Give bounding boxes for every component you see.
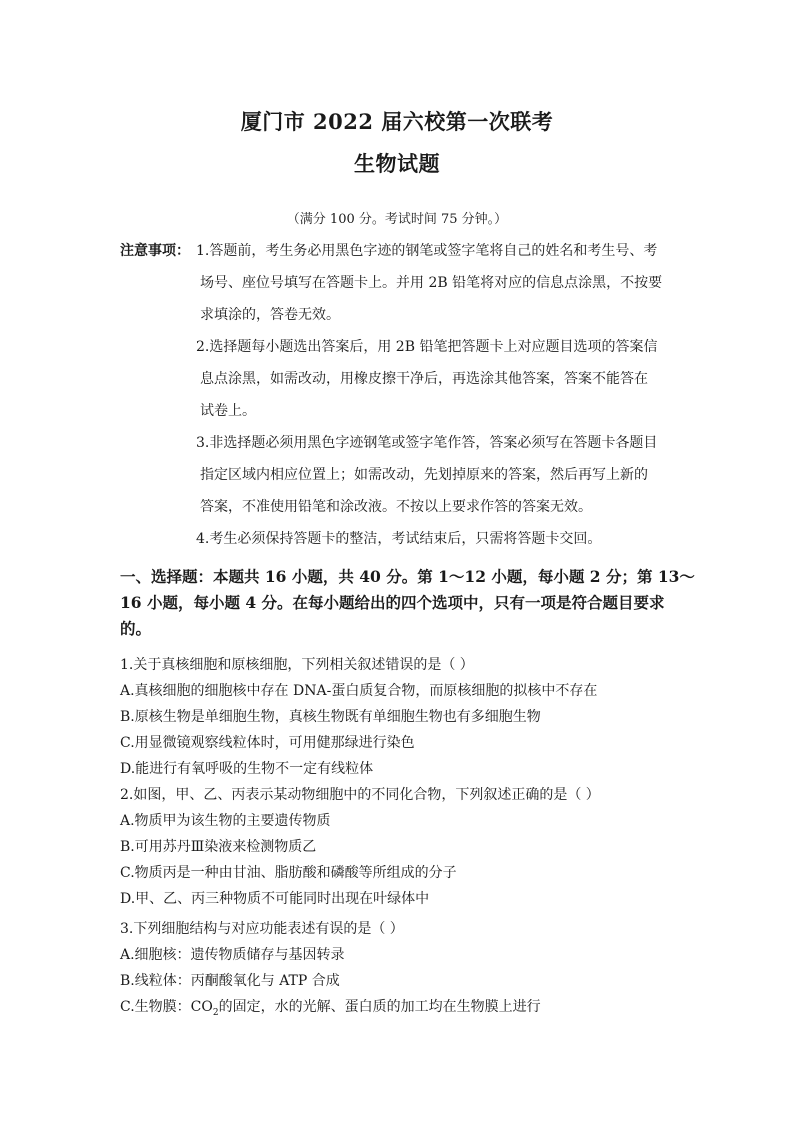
question-3-option-a: A.细胞核：遗传物质储存与基因转录	[120, 947, 345, 963]
question-1-option-b: B.原核生物是单细胞生物，真核生物既有单细胞生物也有多细胞生物	[120, 709, 541, 725]
exam-title: 厦门市 2022 届六校第一次联考	[240, 109, 554, 134]
co2-subscript: 2	[212, 1007, 219, 1018]
note-line: 指定区域内相应位置上；如需改动，先划掉原来的答案，然后再写上新的	[200, 467, 648, 483]
question-1-stem: 1.关于真核细胞和原核细胞，下列相关叙述错误的是（ ）	[120, 657, 474, 673]
question-2-option-b: B.可用苏丹Ⅲ染液来检测物质乙	[120, 839, 317, 855]
question-2-option-c: C.物质丙是一种由甘油、脂肪酸和磷酸等所组成的分子	[120, 865, 457, 881]
option-c-text-post: 的固定，水的光解、蛋白质的加工均在生物膜上进行	[218, 999, 541, 1015]
option-c-text-pre: C.生物膜：CO	[120, 999, 213, 1015]
section-heading-line: 16 小题，每小题 4 分。在每小题给出的四个选项中，只有一项是符合题目要求	[120, 593, 665, 612]
note-line: 4.考生必须保持答题卡的整洁，考试结束后，只需将答题卡交回。	[196, 531, 602, 547]
question-1-option-a: A.真核细胞的细胞核中存在 DNA-蛋白质复合物，而原核细胞的拟核中不存在	[120, 683, 598, 699]
question-3-option-b: B.线粒体：丙酮酸氧化与 ATP 合成	[120, 973, 340, 989]
question-2-stem: 2.如图，甲、乙、丙表示某动物细胞中的不同化合物，下列叙述正确的是（ ）	[120, 787, 600, 803]
section-heading-line: 一、选择题：本题共 16 小题，共 40 分。第 1～12 小题，每小题 2 分；第 13～	[120, 567, 695, 586]
notes-label: 注意事项：	[120, 243, 190, 259]
question-3-stem: 3.下列细胞结构与对应功能表述有误的是（ ）	[120, 921, 404, 937]
note-line: 3.非选择题必须用黑色字迹钢笔或签字笔作答，答案必须写在答题卡各题目	[196, 435, 658, 451]
question-2-option-d: D.甲、乙、丙三种物质不可能同时出现在叶绿体中	[120, 891, 430, 907]
note-line: 2.选择题每小题选出答案后，用 2B 铅笔把答题卡上对应题目选项的答案信	[196, 339, 658, 355]
note-line: 求填涂的，答卷无效。	[200, 307, 340, 323]
note-line: 息点涂黑，如需改动，用橡皮擦干净后，再选涂其他答案，答案不能答在	[200, 371, 648, 387]
question-2-option-a: A.物质甲为该生物的主要遗传物质	[120, 813, 331, 829]
note-line: 1.答题前，考生务必用黑色字迹的钢笔或签字笔将自己的姓名和考生号、考	[196, 243, 658, 259]
question-1-option-d: D.能进行有氧呼吸的生物不一定有线粒体	[120, 761, 374, 777]
question-3-option-c	[120, 996, 541, 1018]
note-line: 场号、座位号填写在答题卡上。并用 2B 铅笔将对应的信息点涂黑，不按要	[200, 275, 663, 291]
section-heading-line: 的。	[120, 619, 152, 638]
exam-subtitle: 生物试题	[354, 151, 440, 176]
note-line: 试卷上。	[200, 403, 256, 419]
question-1-option-c: C.用显微镜观察线粒体时，可用健那绿进行染色	[120, 735, 415, 751]
exam-meta: （满分 100 分。考试时间 75 分钟。）	[286, 212, 508, 227]
note-line: 答案，不准使用铅笔和涂改液。不按以上要求作答的答案无效。	[200, 499, 592, 515]
